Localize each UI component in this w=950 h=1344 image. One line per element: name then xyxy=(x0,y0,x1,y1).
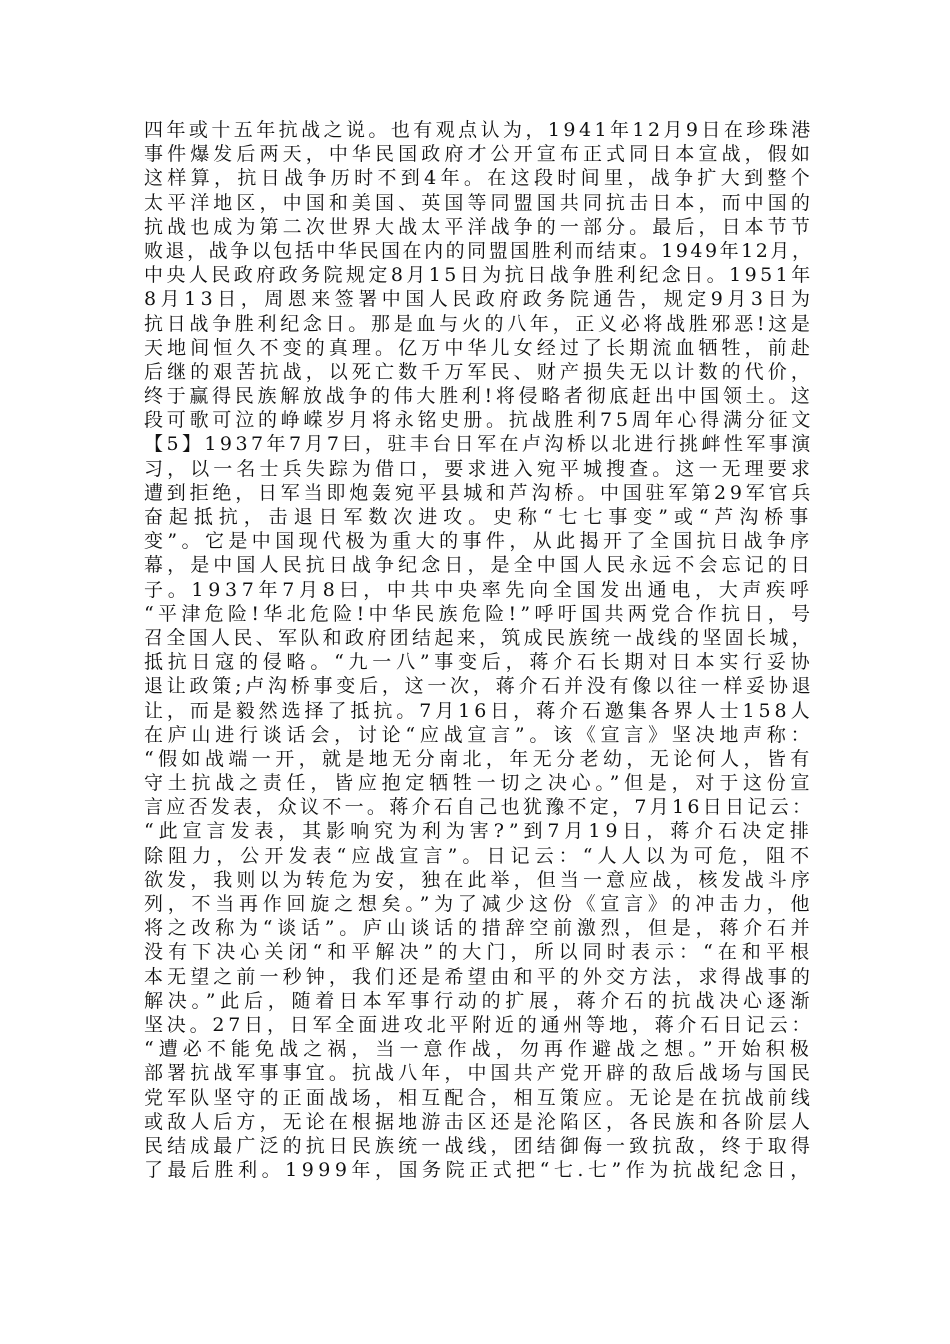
text-line: “此宣言发表，其影响究为利为害?”到7月19日，蒋介石决定排 xyxy=(144,820,814,843)
text-line: 没有下决心关闭“和平解决”的大门，所以同时表示：“在和平根 xyxy=(144,941,814,964)
text-line: 除阻力，公开发表“应战宣言”。日记云：“人人以为可危，阻不 xyxy=(144,844,814,867)
text-line: 解决。”此后，随着日本军事行动的扩展，蒋介石的抗战决心逐渐 xyxy=(144,989,814,1012)
text-line: 了最后胜利。1999年，国务院正式把“七.七”作为抗战纪念日， xyxy=(144,1159,814,1182)
text-line: 太平洋地区，中国和美国、英国等同盟国共同抗击日本，而中国的 xyxy=(144,191,814,214)
text-line: “遭必不能免战之祸，当一意作战，勿再作避战之想。”开始积极 xyxy=(144,1038,814,1061)
text-line: 奋起抵抗，击退日军数次进攻。史称“七七事变”或“芦沟桥事 xyxy=(144,506,814,528)
text-line: “假如战端一开，就是地无分南北，年无分老幼，无论何人，皆有 xyxy=(144,747,814,770)
text-line: 败退，战争以包括中华民国在内的同盟国胜利而结束。1949年12月， xyxy=(144,239,814,262)
text-line: 或敌人后方，无论在根据地游击区还是沦陷区，各民族和各阶层人 xyxy=(144,1110,814,1133)
text-line: 民结成最广泛的抗日民族统一战线，团结御侮一致抗敌，终于取得 xyxy=(144,1134,814,1157)
text-line: 在庐山进行谈话会，讨论“应战宣言”。该《宣言》坚决地声称： xyxy=(144,723,814,746)
text-line: 遭到拒绝，日军当即炮轰宛平县城和芦沟桥。中国驻军第29军官兵 xyxy=(144,481,814,504)
text-line: 幕，是中国人民抗日战争纪念日，是全中国人民永远不会忘记的日 xyxy=(144,554,814,577)
text-line: 这样算，抗日战争历时不到4年。在这段时间里，战争扩大到整个 xyxy=(144,167,814,190)
text-line: 党军队坚守的正面战场，相互配合，相互策应。无论是在抗战前线 xyxy=(144,1086,814,1109)
text-line: 子。1937年7月8曰，中共中央率先向全国发出通电，大声疾呼 xyxy=(144,578,814,601)
text-line: 抵抗日寇的侵略。“九一八”事变后，蒋介石长期对日本实行妥协 xyxy=(144,651,814,674)
text-line: 言应否发表，众议不一。蒋介石自己也犹豫不定，7月16日日记云： xyxy=(144,796,814,819)
text-line: 四年或十五年抗战之说。也有观点认为，1941年12月9日在珍珠港 xyxy=(144,119,814,141)
text-line: 事件爆发后两天，中华民国政府才公开宣布正式同日本宣战，假如 xyxy=(144,143,814,166)
text-line: 将之改称为“谈话”。庐山谈话的措辞空前激烈，但是，蒋介石并 xyxy=(144,917,814,940)
text-line: 欲发，我则以为转危为安，独在此举，但当一意应战，核发战斗序 xyxy=(144,868,814,891)
text-line: 坚决。27日，日军全面进攻北平附近的通州等地，蒋介石日记云： xyxy=(144,1013,814,1036)
text-line: 召全国人民、军队和政府团结起来，筑成民族统一战线的坚固长城， xyxy=(144,626,814,649)
text-line: “平津危险!华北危险!中华民族危险!”呼吁国共两党合作抗日，号 xyxy=(144,602,814,625)
text-line: 抗日战争胜利纪念日。那是血与火的八年，正义必将战胜邪恶!这是 xyxy=(144,312,814,335)
text-line: 终于赢得民族解放战争的伟大胜利!将侵略者彻底赶出中国领土。这 xyxy=(144,385,814,408)
text-line: 后继的艰苦抗战，以死亡数千万军民、财产损失无以计数的代价， xyxy=(144,360,814,383)
text-line: 守土抗战之责任，皆应抱定牺牲一切之决心。”但是，对于这份宣 xyxy=(144,772,814,795)
body-text xyxy=(144,118,814,1182)
text-line: 列，不当再作回旋之想矣。”为了减少这份《宣言》的冲击力，他 xyxy=(144,893,814,915)
text-line: 天地间恒久不变的真理。亿万中华儿女经过了长期流血牺牲，前赴 xyxy=(144,336,814,359)
text-line: 中央人民政府政务院规定8月15日为抗日战争胜利纪念日。1951年 xyxy=(144,264,814,287)
text-line: 抗战也成为第二次世界大战太平洋战争的一部分。最后，日本节节 xyxy=(144,215,814,238)
text-line: 习，以一名士兵失踪为借口，要求进入宛平城搜查。这一无理要求 xyxy=(144,457,814,480)
text-line: 8月13日，周恩来签署中国人民政府政务院通告，规定9月3日为 xyxy=(144,288,814,311)
text-line: 部署抗战军事事宜。抗战八年，中国共产党开辟的敌后战场与国民 xyxy=(144,1062,814,1085)
text-line: 段可歌可泣的峥嵘岁月将永铭史册。抗战胜利75周年心得满分征文 xyxy=(144,409,814,432)
text-line: 让，而是毅然选择了抵抗。7月16日，蒋介石邀集各界人士158人 xyxy=(144,699,814,722)
text-line: 退让政策;卢沟桥事变后，这一次，蒋介石并没有像以往一样妥协退 xyxy=(144,675,814,698)
text-line: 变”。它是中国现代极为重大的事件，从此揭开了全国抗日战争序 xyxy=(144,530,814,553)
text-line: 【5】1937年7月7曰，驻丰台日军在卢沟桥以北进行挑衅性军事演 xyxy=(144,433,814,456)
text-line: 本无望之前一秒钟，我们还是希望由和平的外交方法，求得战事的 xyxy=(144,965,814,988)
